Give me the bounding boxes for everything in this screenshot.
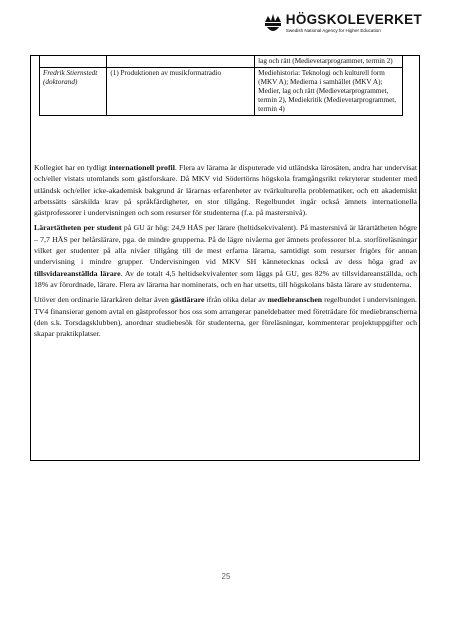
crown-icon	[263, 13, 283, 35]
courses-cell: Mediehistoria: Teknologi och kulturell form (MKV A); Medierna i samhället (MKV A); Medier, lag och rätt (Medievetarprogrammet, termin 2), Mediekritik (Medievetarprogrammet, termin 4)	[255, 68, 403, 116]
teacher-table	[39, 55, 403, 116]
table-cell	[107, 56, 255, 68]
text-run: på GU är hög: 24,9 HÅS per lärare (heltidsekvivalent). På mastersnivå är lärartätheten högre – 7,7 HÅS per helårslärare, pga. de mindre grupperna. På de lägre nivåerna ger ämnets professorer bl.a. storföreläsningar vilket ger studenter på alla nivåer tillgång till de mest erfarna lärarna, samtidigt som resurser frigörs för annan undervisning i mindre grupper. Undervisningen vid MKV SH kännetecknas också av dess höga grad av	[34, 223, 417, 267]
table-row	[40, 56, 403, 68]
body-text	[34, 162, 417, 343]
text-run: Kollegiet har en tydligt	[34, 163, 110, 172]
bold-term: tillsvidareanställda lärare	[34, 268, 121, 278]
table-cell: lag och rätt (Medievetarprogrammet, termin 2)	[255, 56, 403, 68]
paragraph-teacher-density	[34, 222, 417, 290]
teacher-name-cell: Fredrik Stiernstedt (doktorand)	[40, 68, 107, 116]
table-cell	[40, 56, 107, 68]
bold-term: gästlärare	[170, 295, 205, 305]
text-run: . Av de totalt 4,5 heltidsekvivalenter som läggs på GU, ges 82% av tillsvidareanställda, och 18% av förordnade, lärare. Flera av lärarna har nominerats, och en har utsetts, till högskolans bästa lärare av studenterna.	[34, 268, 417, 289]
bold-term: Lärartätheten per student	[34, 223, 122, 233]
paragraph-international	[34, 162, 417, 218]
hsv-logo	[263, 13, 422, 35]
logo-title: HÖGSKOLEVERKET	[285, 12, 422, 27]
content-frame	[30, 55, 420, 461]
bold-term: mediebranschen	[267, 295, 323, 305]
research-cell: (1) Produktionen av musikformatradio	[107, 68, 255, 116]
paragraph-guest-teachers	[34, 294, 417, 339]
table-row	[40, 68, 403, 116]
text-run: regelbundet i undervisningen. TV4 finansierar genom avtal en gästprofessor hos oss som arrangerar paneldebatter med företrädare för mediebranscherna (den s.k. Torsdagsklubben), anordnar studiebesök för studenterna, ger föreläsningar, kommenterar projektuppgifter och skapar praktikplatser.	[34, 295, 418, 339]
text-run: ifrån olika delar av	[204, 295, 268, 305]
logo-subtitle: Swedish National Agency for Higher Education	[285, 28, 381, 33]
bold-term: internationell profil	[109, 163, 175, 172]
text-run: Utöver den ordinarie lärarkåren deltar även	[34, 295, 171, 305]
page-number: 25	[221, 572, 231, 581]
text-run: . Flera av lärarna är disputerade vid utländska lärosäten, andra har undervisat och/eller vistats utomlands som gästforskare. Då MKV vid Södertörns högskola framgångsrikt rekryterar studenter med utländsk och/eller icke-akademisk bakgrund är lärarnas erfarenheter av tvärkulturella problematiker, och ett akademiskt arbetssätts särskilda krav på språkfärdigheter, en stor tillgång. Regelbundet ingår också ämnets internationella gästprofessorer i undervisningen och som resurser för studenterna (f.a. på mastersnivå).	[34, 163, 417, 218]
